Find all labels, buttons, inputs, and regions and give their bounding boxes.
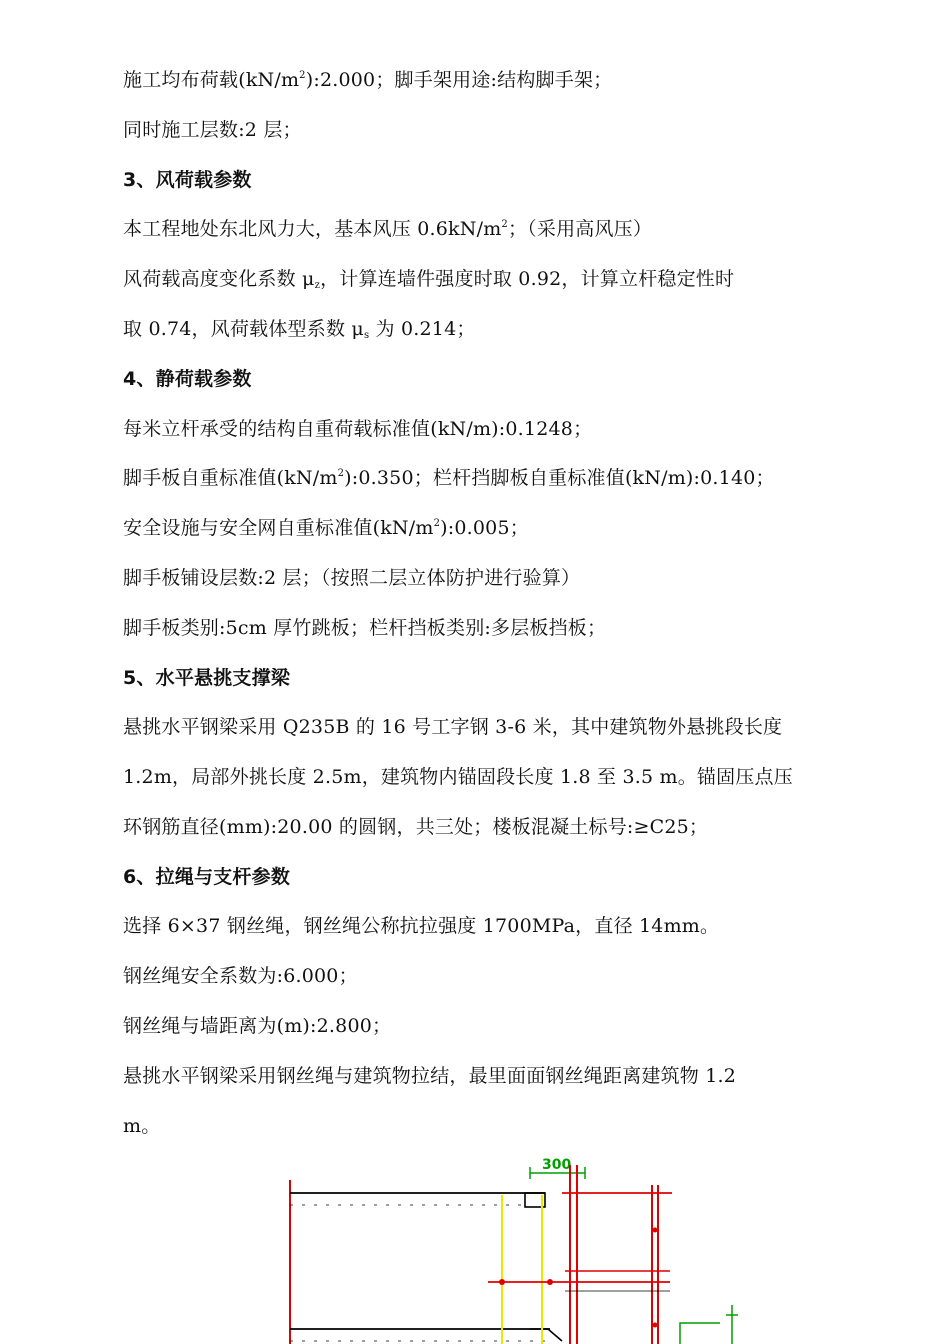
section-heading-cantilever-beam: 5、水平悬挑支撑梁 xyxy=(123,667,291,689)
superscript: 2 xyxy=(299,70,306,81)
green-bracket xyxy=(680,1323,720,1344)
superscript: 2 xyxy=(337,468,345,479)
text-line-rope-distance: 钢丝绳与墙距离为(m):2.800； xyxy=(123,1015,392,1037)
text-line-rope-safety: 钢丝绳安全系数为:6.000； xyxy=(123,965,358,987)
section-heading-rope-params: 6、拉绳与支杆参数 xyxy=(123,866,291,888)
dimension-label: 300 xyxy=(542,1157,572,1173)
text-line-wind-shape-coef xyxy=(123,317,476,341)
text-fragment: ):0.005； xyxy=(440,517,529,539)
text-line-beam-3: 环钢筋直径(mm):20.00 的圆钢，共三处；楼板混凝土标号:≥C25； xyxy=(123,816,709,838)
text-line-board-type: 脚手板类别:5cm 厚竹跳板；栏杆挡板类别:多层板挡板； xyxy=(123,617,607,639)
cad-cantilever-drawing xyxy=(280,1155,760,1344)
text-line-layers: 同时施工层数:2 层； xyxy=(123,119,302,141)
text-fragment: ):2.000；脚手架用途:结构脚手架； xyxy=(305,69,613,91)
text-line-beam-1: 悬挑水平钢梁采用 Q235B 的 16 号工字钢 3-6 米，其中建筑物外悬挑段长度 xyxy=(123,716,783,738)
text-fragment: 本工程地处东北风力大，基本风压 0.6kN/m xyxy=(123,218,502,240)
subscript: z xyxy=(314,280,321,291)
text-fragment: 施工均布荷载(kN/m xyxy=(123,69,300,91)
node-3 xyxy=(653,1228,658,1233)
text-line-wind-pressure xyxy=(123,217,652,241)
text-line-rope-spec: 选择 6×37 钢丝绳，钢丝绳公称抗拉强度 1700MPa，直径 14mm。 xyxy=(123,915,720,937)
text-fragment: 风荷载高度变化系数 μ xyxy=(123,268,315,290)
text-line-board-weight xyxy=(123,466,775,490)
node-2 xyxy=(547,1279,553,1285)
text-fragment: ，计算连墙件强度时取 0.92，计算立杆稳定性时 xyxy=(320,268,735,290)
text-fragment: 为 0.214； xyxy=(369,318,476,340)
text-line-safety-net-weight xyxy=(123,516,529,540)
superscript: 2 xyxy=(433,518,441,529)
text-fragment: ):0.350；栏杆挡脚板自重标准值(kN/m):0.140； xyxy=(344,467,775,489)
superscript: 2 xyxy=(501,219,508,230)
section-heading-static-load: 4、静荷载参数 xyxy=(123,368,252,390)
text-fragment: 脚手板自重标准值(kN/m xyxy=(123,467,338,489)
text-fragment: ；（采用高风压） xyxy=(507,218,653,240)
slab-second-edge xyxy=(530,1329,562,1341)
text-line-pole-self-weight: 每米立杆承受的结构自重荷载标准值(kN/m):0.1248； xyxy=(123,418,593,440)
section-heading-wind-load: 3、风荷载参数 xyxy=(123,169,252,191)
text-line-beam-2: 1.2m，局部外挑长度 2.5m，建筑物内锚固段长度 1.8 至 3.5 m。锚固压点压 xyxy=(123,766,793,788)
text-fragment: 安全设施与安全网自重标准值(kN/m xyxy=(123,517,434,539)
text-line-rope-tie-2: m。 xyxy=(123,1115,161,1137)
text-fragment: 取 0.74，风荷载体型系数 μ xyxy=(123,318,364,340)
node-4 xyxy=(653,1323,658,1328)
text-line-board-layers: 脚手板铺设层数:2 层；（按照二层立体防护进行验算） xyxy=(123,567,581,589)
node-1 xyxy=(499,1279,505,1285)
text-line-wind-height-coef xyxy=(123,267,734,291)
text-line-construction-load xyxy=(123,68,612,92)
subscript: s xyxy=(363,330,370,341)
text-line-rope-tie-1: 悬挑水平钢梁采用钢丝绳与建筑物拉结，最里面面钢丝绳距离建筑物 1.2 xyxy=(123,1065,737,1087)
